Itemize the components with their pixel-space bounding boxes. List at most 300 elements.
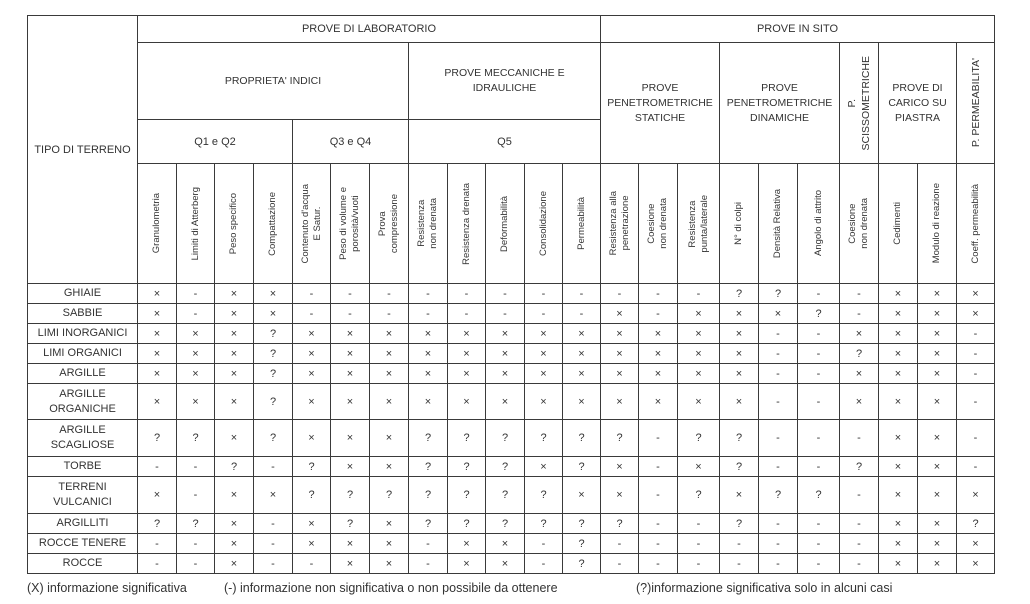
significant-mark: × [918,534,957,554]
significant-mark: × [678,304,720,324]
significant-mark: × [879,384,918,420]
not-significant-mark: - [177,457,215,477]
significant-mark: × [138,324,177,344]
column-header-wrap [370,194,408,253]
significant-mark: × [678,364,720,384]
not-significant-mark: - [254,534,293,554]
not-significant-mark: - [370,284,409,304]
not-significant-mark: - [798,534,840,554]
sometimes-mark: ? [331,477,370,514]
significant-mark: × [138,344,177,364]
group-header-lab: PROVE DI LABORATORIO [138,16,601,43]
not-significant-mark: - [798,284,840,304]
not-significant-mark: - [840,304,879,324]
table-row [28,384,995,420]
significant-mark: × [918,420,957,457]
sometimes-mark: ? [840,344,879,364]
significant-mark: × [215,284,254,304]
column-header-label: Modulo di reazione [931,183,942,264]
significant-mark: × [486,384,525,420]
not-significant-mark: - [563,304,601,324]
column-header-wrap [138,193,176,253]
significant-mark: × [918,514,957,534]
significant-mark: × [879,420,918,457]
significant-mark: × [331,364,370,384]
column-header-label: Densità Relativa [772,188,783,259]
significant-mark: × [370,554,409,574]
not-significant-mark: - [563,284,601,304]
sometimes-mark: ? [486,477,525,514]
column-header-label: Deformabilità [499,195,510,252]
not-significant-mark: - [957,457,995,477]
column-header [254,164,293,284]
sometimes-mark: ? [563,554,601,574]
soil-type-label: ARGILLITI [28,514,138,534]
soil-type-label: TORBE [28,457,138,477]
significant-mark: × [486,554,525,574]
significant-mark: × [486,534,525,554]
column-header-wrap [957,184,994,264]
sometimes-mark: ? [798,477,840,514]
significant-mark: × [720,477,759,514]
column-header-label: Resistenza drenata [460,182,472,265]
column-header-wrap [639,198,677,249]
sometimes-mark: ? [759,284,798,304]
significant-mark: × [370,534,409,554]
sometimes-mark: ? [370,477,409,514]
sometimes-mark: ? [293,457,331,477]
significant-mark: × [370,324,409,344]
not-significant-mark: - [639,420,678,457]
significant-mark: × [293,384,331,420]
not-significant-mark: - [957,384,995,420]
significant-mark: × [639,324,678,344]
not-significant-mark: - [601,554,639,574]
sometimes-mark: ? [678,420,720,457]
sometimes-mark: ? [254,364,293,384]
not-significant-mark: - [720,534,759,554]
column-header-label: Resistenza non drenata [416,198,439,249]
not-significant-mark: - [759,364,798,384]
column-header-label: Prova compressione [377,193,400,254]
significant-mark: × [370,364,409,384]
not-significant-mark: - [138,554,177,574]
soil-type-label: TERRENI VULCANICI [28,477,138,514]
sometimes-mark: ? [486,420,525,457]
not-significant-mark: - [409,284,448,304]
significant-mark: × [177,364,215,384]
not-significant-mark: - [840,420,879,457]
sometimes-mark: ? [720,284,759,304]
column-header-label: Peso specifico [228,192,239,255]
not-significant-mark: - [957,420,995,457]
not-significant-mark: - [678,534,720,554]
significant-mark: × [720,304,759,324]
column-header [840,164,879,284]
significant-mark: × [601,304,639,324]
significant-mark: × [138,284,177,304]
significant-mark: × [918,554,957,574]
sometimes-mark: ? [563,457,601,477]
not-significant-mark: - [601,284,639,304]
not-significant-mark: - [639,457,678,477]
column-header-label: Compattazione [267,191,278,256]
not-significant-mark: - [957,344,995,364]
significant-mark: × [215,324,254,344]
not-significant-mark: - [331,284,370,304]
sometimes-mark: ? [254,420,293,457]
not-significant-mark: - [525,304,563,324]
table-row [28,344,995,364]
not-significant-mark: - [525,554,563,574]
column-header-label: Limiti di Atterberg [189,186,201,261]
significant-mark: × [486,324,525,344]
not-significant-mark: - [639,514,678,534]
sometimes-mark: ? [409,420,448,457]
not-significant-mark: - [798,384,840,420]
soil-type-label: ROCCE [28,554,138,574]
column-header [448,164,486,284]
sometimes-mark: ? [254,324,293,344]
significant-mark: × [601,344,639,364]
column-header [678,164,720,284]
sometimes-mark: ? [177,514,215,534]
legend-not-significant: (-) informazione non significativa o non possibile da ottenere [224,581,558,595]
significant-mark: × [525,344,563,364]
column-header-wrap [720,202,758,245]
column-header [370,164,409,284]
not-significant-mark: - [759,384,798,420]
sometimes-mark: ? [177,420,215,457]
not-significant-mark: - [254,457,293,477]
significant-mark: × [957,477,995,514]
not-significant-mark: - [254,514,293,534]
significant-mark: × [370,384,409,420]
sometimes-mark: ? [138,514,177,534]
sometimes-mark: ? [254,384,293,420]
sometimes-mark: ? [293,477,331,514]
significant-mark: × [759,304,798,324]
significant-mark: × [601,384,639,420]
column-header-wrap [563,197,600,250]
soil-type-label: ARGILLE ORGANICHE [28,384,138,420]
column-header [525,164,563,284]
significant-mark: × [293,344,331,364]
sometimes-mark: ? [563,534,601,554]
not-significant-mark: - [177,534,215,554]
column-header-label: Coesione non drenata [847,198,870,249]
column-header [879,164,918,284]
significant-mark: × [215,420,254,457]
not-significant-mark: - [957,324,995,344]
column-header-label: Permeabilità [575,197,587,250]
column-header [639,164,678,284]
column-header-wrap [331,187,369,260]
significant-mark: × [879,344,918,364]
column-header-wrap [840,198,878,249]
significant-mark: × [448,344,486,364]
not-significant-mark: - [840,514,879,534]
significant-mark: × [879,554,918,574]
column-header [486,164,525,284]
column-header-label: Cedimenti [892,202,903,245]
column-header-row [28,164,995,284]
table-row [28,284,995,304]
significant-mark: × [370,514,409,534]
not-significant-mark: - [840,554,879,574]
significant-mark: × [215,514,254,534]
not-significant-mark: - [370,304,409,324]
not-significant-mark: - [639,304,678,324]
column-header-label: Peso di volume e porosità/vuoti [338,187,361,260]
not-significant-mark: - [601,534,639,554]
significant-mark: × [639,384,678,420]
significant-mark: × [293,534,331,554]
significant-mark: × [215,364,254,384]
significant-mark: × [563,364,601,384]
significant-mark: × [138,477,177,514]
significant-mark: × [563,324,601,344]
not-significant-mark: - [840,534,879,554]
significant-mark: × [918,384,957,420]
column-header [957,164,995,284]
significant-mark: × [678,344,720,364]
significant-mark: × [254,477,293,514]
not-significant-mark: - [639,477,678,514]
significant-mark: × [177,324,215,344]
column-header-wrap [879,202,917,245]
table-row [28,554,995,574]
sometimes-mark: ? [215,457,254,477]
significant-mark: × [448,364,486,384]
category-header-row [28,43,995,120]
significant-mark: × [601,324,639,344]
significant-mark: × [879,514,918,534]
significant-mark: × [525,457,563,477]
significant-mark: × [879,324,918,344]
not-significant-mark: - [798,420,840,457]
not-significant-mark: - [486,304,525,324]
not-significant-mark: - [678,554,720,574]
not-significant-mark: - [254,554,293,574]
soil-type-label: ROCCE TENERE [28,534,138,554]
sometimes-mark: ? [448,420,486,457]
not-significant-mark: - [759,457,798,477]
column-header [331,164,370,284]
not-significant-mark: - [759,344,798,364]
sometimes-mark: ? [525,514,563,534]
significant-mark: × [918,364,957,384]
significant-mark: × [331,420,370,457]
significant-mark: × [918,344,957,364]
sometimes-mark: ? [720,420,759,457]
not-significant-mark: - [177,284,215,304]
not-significant-mark: - [138,457,177,477]
not-significant-mark: - [409,304,448,324]
significant-mark: × [840,364,879,384]
column-header-wrap [293,184,330,263]
column-header-wrap [759,189,797,258]
table-row [28,364,995,384]
column-header [720,164,759,284]
sometimes-mark: ? [798,304,840,324]
column-header [215,164,254,284]
not-significant-mark: - [798,324,840,344]
column-header [138,164,177,284]
not-significant-mark: - [293,554,331,574]
significant-mark: × [331,554,370,574]
sometimes-mark: ? [448,477,486,514]
not-significant-mark: - [177,554,215,574]
significant-mark: × [448,534,486,554]
significant-mark: × [563,384,601,420]
not-significant-mark: - [720,554,759,574]
legend-significant: (X) informazione significativa [27,581,187,595]
not-significant-mark: - [759,554,798,574]
column-header-wrap [177,187,214,260]
category-header: PROVE DI CARICO SU PIASTRA [879,43,957,164]
sometimes-mark: ? [563,420,601,457]
column-header-label: Coesione non drenata [646,198,669,249]
significant-mark: × [138,304,177,324]
significant-mark: × [215,344,254,364]
column-header-label: Resistenza punta/laterale [686,194,710,253]
sometimes-mark: ? [525,420,563,457]
not-significant-mark: - [639,534,678,554]
significant-mark: × [448,324,486,344]
sometimes-mark: ? [957,514,995,534]
significant-mark: × [879,534,918,554]
column-header-wrap [254,192,292,256]
category-header: P. PERMEABILITA' [957,43,995,164]
not-significant-mark: - [759,420,798,457]
soil-tests-table [27,15,995,574]
sometimes-mark: ? [448,514,486,534]
not-significant-mark: - [525,534,563,554]
sometimes-mark: ? [486,457,525,477]
significant-mark: × [331,534,370,554]
sometimes-mark: ? [409,457,448,477]
not-significant-mark: - [331,304,370,324]
significant-mark: × [370,344,409,364]
significant-mark: × [678,384,720,420]
category-header: PROVE PENETROMETRICHE DINAMICHE [720,43,840,164]
not-significant-mark: - [759,324,798,344]
column-header-wrap [486,196,524,252]
significant-mark: × [678,457,720,477]
corner-header: TIPO DI TERRENO [28,16,138,284]
not-significant-mark: - [798,554,840,574]
not-significant-mark: - [293,304,331,324]
significant-mark: × [918,477,957,514]
not-significant-mark: - [798,514,840,534]
not-significant-mark: - [138,534,177,554]
not-significant-mark: - [678,284,720,304]
not-significant-mark: - [409,534,448,554]
significant-mark: × [138,384,177,420]
significant-mark: × [215,384,254,420]
not-significant-mark: - [639,284,678,304]
soil-type-label: SABBIE [28,304,138,324]
sometimes-mark: ? [409,514,448,534]
significant-mark: × [370,457,409,477]
significant-mark: × [215,554,254,574]
subgroup-header: Q5 [409,120,601,164]
significant-mark: × [215,477,254,514]
not-significant-mark: - [177,477,215,514]
column-header-wrap [448,183,485,265]
soil-type-label: ARGILLE [28,364,138,384]
not-significant-mark: - [798,344,840,364]
significant-mark: × [409,344,448,364]
table-row [28,477,995,514]
significant-mark: × [486,344,525,364]
significant-mark: × [957,304,995,324]
significant-mark: × [918,324,957,344]
column-header [759,164,798,284]
sometimes-mark: ? [138,420,177,457]
significant-mark: × [601,364,639,384]
significant-mark: × [293,420,331,457]
significant-mark: × [918,304,957,324]
not-significant-mark: - [840,284,879,304]
column-header [563,164,601,284]
category-header: PROVE MECCANICHE E IDRAULICHE [409,43,601,120]
significant-mark: × [918,284,957,304]
significant-mark: × [331,324,370,344]
sometimes-mark: ? [525,477,563,514]
significant-mark: × [639,364,678,384]
column-header [798,164,840,284]
significant-mark: × [177,384,215,420]
significant-mark: × [720,364,759,384]
column-header-label: Coeff. permeabilità [969,183,981,264]
significant-mark: × [879,304,918,324]
significant-mark: × [879,364,918,384]
column-header-wrap [918,183,956,263]
not-significant-mark: - [525,284,563,304]
column-header-wrap [601,191,638,255]
not-significant-mark: - [759,514,798,534]
significant-mark: × [563,344,601,364]
significant-mark: × [879,284,918,304]
sometimes-mark: ? [331,514,370,534]
sometimes-mark: ? [601,514,639,534]
category-header: P. SCISSOMETRICHE [840,43,879,164]
column-header-label: Granulometria [151,193,162,254]
significant-mark: × [918,457,957,477]
significant-mark: × [409,364,448,384]
significant-mark: × [215,534,254,554]
significant-mark: × [720,384,759,420]
significant-mark: × [601,457,639,477]
not-significant-mark: - [798,364,840,384]
sometimes-mark: ? [563,514,601,534]
sometimes-mark: ? [409,477,448,514]
significant-mark: × [331,384,370,420]
significant-mark: × [331,344,370,364]
column-header-label: Consolidazione [537,191,549,256]
significant-mark: × [525,324,563,344]
table-body [28,284,995,574]
table-row [28,457,995,477]
subgroup-header: Q1 e Q2 [138,120,293,164]
significant-mark: × [563,477,601,514]
soil-type-label: LIMI INORGANICI [28,324,138,344]
column-header-wrap [215,193,253,254]
sometimes-mark: ? [448,457,486,477]
not-significant-mark: - [409,554,448,574]
